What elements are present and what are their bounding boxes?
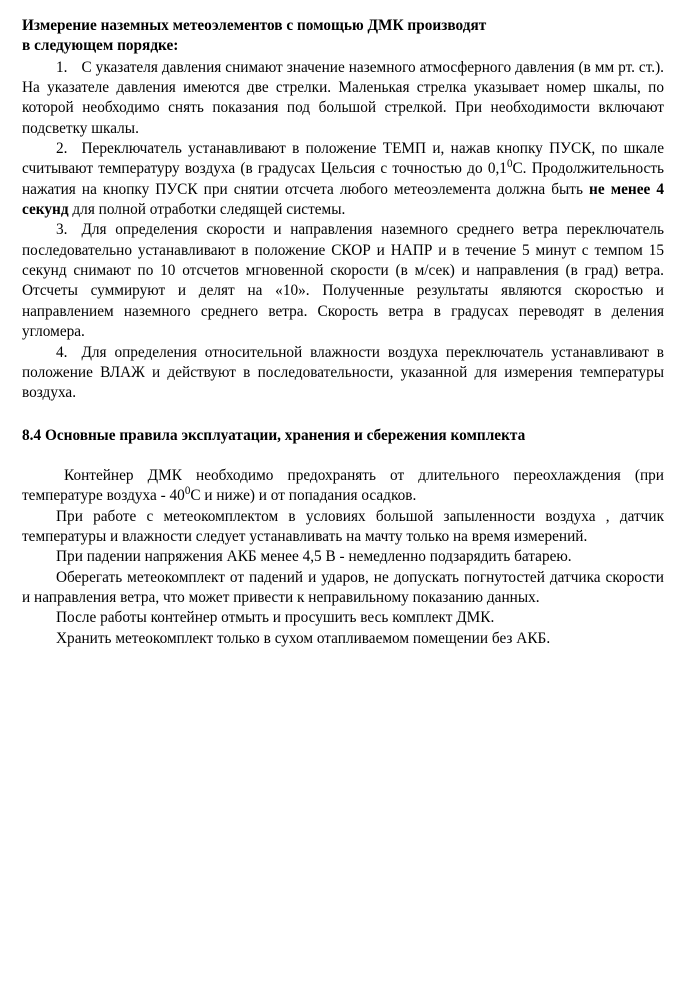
numbered-item-2-number: 2. xyxy=(56,140,68,158)
page-title-line-2: в следующем порядке: xyxy=(22,37,179,55)
section-paragraph-2: При работе с метеокомплектом в условиях большой запыленности воздуха , датчик температуры и влажности следует устанавливать на мачту только на время измерений. xyxy=(22,507,664,545)
section-heading-8-4: 8.4 Основные правила эксплуатации, хранения и сбережения комплекта xyxy=(22,426,526,444)
numbered-item-3 xyxy=(22,220,664,342)
numbered-item-3-number: 3. xyxy=(56,221,68,239)
numbered-item-2 xyxy=(22,139,664,220)
numbered-item-2-text-part2: С. Продолжительность нажатия на кнопку ПУСК при снятии отсчета любого метеоэлемента должна быть xyxy=(22,160,665,198)
degree-sign-celsius-measure: 0 xyxy=(506,158,513,171)
page-title xyxy=(22,16,664,57)
page-title-line-1: Измерение наземных метеоэлементов с помощью ДМК производят xyxy=(22,17,487,34)
document-body xyxy=(22,16,664,799)
page-bottom-whitespace xyxy=(22,649,664,799)
section-paragraph-1-text-part2: С и ниже) и от попадания осадков. xyxy=(190,487,417,505)
section-paragraph-1-text-part1: Контейнер ДМК необходимо предохранять от длительного переохлаждения (при температуре воздуха - 40 xyxy=(22,466,664,505)
section-paragraph-6: Хранить метеокомплект только в сухом отапливаемом помещении без АКБ. xyxy=(56,629,551,647)
section-paragraph-1 xyxy=(22,466,664,507)
numbered-item-1-number: 1. xyxy=(56,58,68,76)
numbered-item-1-text: С указателя давления снимают значение наземного атмосферного давления (в мм рт. ст.). На указателе давления имеются две стрелки. Маленькая стрелка указывает номер шкалы, по которой необходимо снять показания под большой стрелкой. При необходимости включают подсветку шкалы. xyxy=(22,58,664,137)
numbered-item-4-number: 4. xyxy=(56,343,68,361)
section-paragraph-4: Оберегать метеокомплект от падений и ударов, не допускать погнутостей датчика скорости и направления ветра, что может привести к неправильному показанию данных. xyxy=(22,568,664,606)
numbered-item-2-bold-phrase: не менее 4 секунд xyxy=(22,180,664,219)
numbered-item-1 xyxy=(22,58,664,139)
section-paragraph-3: При падении напряжения АКБ менее 4,5 В - немедленно подзарядить батарею. xyxy=(56,548,572,566)
numbered-item-2-text-part3: для полной отработки следящей системы. xyxy=(68,201,346,219)
degree-sign-celsius-storage: 0 xyxy=(184,485,191,498)
section-paragraph-5: После работы контейнер отмыть и просушить весь комплект ДМК. xyxy=(56,609,495,627)
numbered-item-4 xyxy=(22,343,664,404)
numbered-item-2-text-part1: Переключатель устанавливают в положение ТЕМП и, нажав кнопку ПУСК, по шкале считывают температуру воздуха (в градусах Цельсия с точностью до 0,1 xyxy=(22,140,664,178)
heading-spacer xyxy=(22,446,664,466)
numbered-item-3-text: Для определения скорости и направления наземного среднего ветра переключатель последовательно устанавливают в положение СКОР и НАПР и в течение 5 минут с темпом 15 секунд снимают по 10 отсчетов мгновенной скорости (в м/сек) и направления (в град) ветра. Отсчеты суммируют и делят на «10». Полученные результаты являются скоростью и направлением наземного среднего ветра. Скорость ветра в градусах переводят в деления угломера. xyxy=(22,221,664,341)
numbered-item-4-text: Для определения относительной влажности воздуха переключатель устанавливают в положение ВЛАЖ и действуют в последовательности, указанной для измерения температуры воздуха. xyxy=(22,343,664,402)
